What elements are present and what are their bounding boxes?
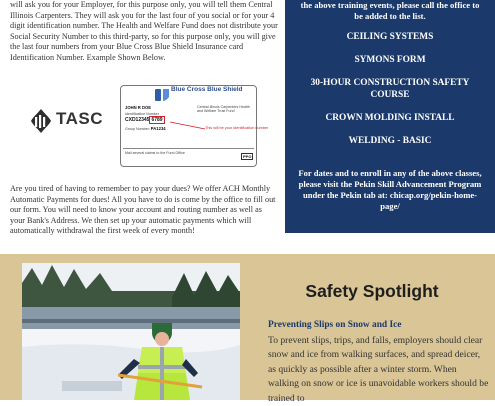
card-divider <box>123 148 254 149</box>
identifier-pointer-line <box>169 121 209 131</box>
class-item: CEILING SYSTEMS <box>346 32 434 42</box>
id-number-label: Identification Number <box>125 112 159 116</box>
id-number: CXD12345 6789 <box>125 117 163 123</box>
intro-paragraph: will ask you for your Employer, for this purpose only, you will tell them Central Illinois Carpenters. They will ask you for the last four of you social or for your 4 digit identification number. The Health and Welfare Fund does not distribute your Social Security Number to this third-party, so for this purpose only, you will give the last four numbers from your Blue Cross Blue Shield Insurance card Identification Number. Example Shown Below. <box>10 0 278 62</box>
claims-text: Mail several claims to the Fund Office <box>125 151 185 155</box>
group-number: PA1234 <box>150 126 166 131</box>
blue-cross-shield-icon <box>155 88 169 102</box>
class-item: CROWN MOLDING INSTALL <box>325 113 455 123</box>
class-item: WELDING - BASIC <box>348 136 432 146</box>
id-card-example <box>10 78 278 173</box>
ppo-badge: PPO <box>243 154 252 159</box>
insurance-id-card <box>120 85 269 167</box>
identifier-note: This will be your identification number <box>205 126 269 130</box>
training-intro: the above training events, please call the office to be added to the list. <box>300 0 480 21</box>
class-item: SYMONS FORM <box>354 55 426 65</box>
safety-spotlight-heading: Preventing Slips on Snow and Ice <box>268 320 402 330</box>
class-item: 30-HOUR CONSTRUCTION SAFETY COURSE <box>310 78 470 100</box>
training-footer: For dates and to enroll in any of the above classes, please visit the Pekin Skill Advancement Program under the Pekin tab at: chicap.org/pekin-home-page/ <box>298 168 482 211</box>
network-text: Central Illinois Carpenters Health and Welfare Trust Fund <box>197 105 250 114</box>
member-name: JOHN R DOE <box>125 105 152 110</box>
safety-spotlight-title: Safety Spotlight <box>305 281 439 301</box>
snow-shoveling-photo <box>22 263 240 400</box>
training-box <box>285 0 495 233</box>
insurer-name: Blue Cross Blue Shield <box>171 86 243 93</box>
photo-illustration <box>22 263 240 400</box>
tasc-logo-text: TASC <box>56 109 104 128</box>
dues-paragraph: Are you tired of having to remember to pay your dues? We offer ACH Monthly Automatic Payments for dues! All you have to do is come by the office to fill out our form. You will need to know your account and routing number as well as your Bank's Address. We then set up your automatic payments which will automatically withdrawal the first week of every month! <box>10 184 276 236</box>
id-number-highlight: 6789 <box>151 117 163 123</box>
class-list <box>293 31 487 158</box>
group-number-row: Group Number: PA1234 <box>125 126 166 131</box>
tasc-logo <box>30 106 110 136</box>
safety-spotlight-body: To prevent slips, trips, and falls, employers should clear snow and ice from walking surfaces, and spread deicer, as quickly as possible after a winter storm. When walking on snow or ice is unavoidable workers should be trained to <box>268 335 489 404</box>
tasc-mark-icon <box>30 108 52 134</box>
